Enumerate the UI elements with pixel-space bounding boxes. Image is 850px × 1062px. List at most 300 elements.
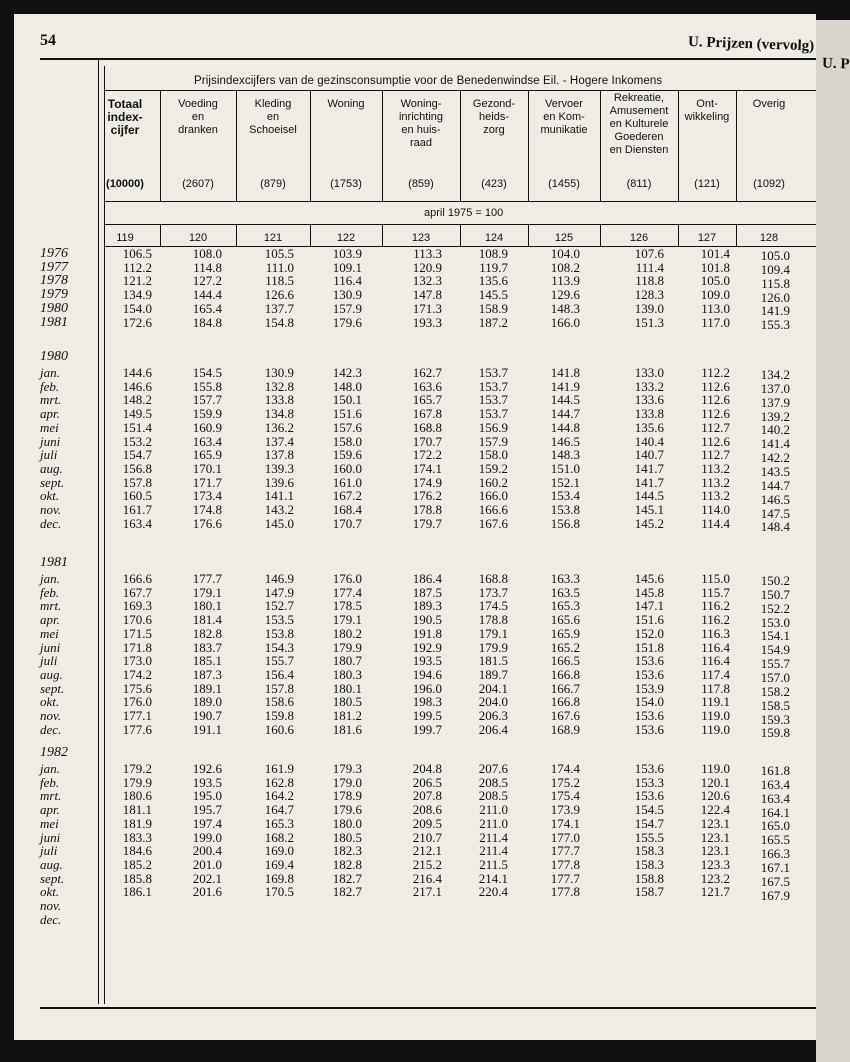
table-cell: 187.5: [412, 584, 442, 600]
table-cell: 130.9: [332, 287, 362, 303]
table-cell: 177.1: [122, 708, 152, 723]
table-cell: 165.3: [550, 598, 580, 614]
table-cell: 175.6: [122, 680, 152, 696]
row-label: dec.: [40, 911, 62, 927]
document-page: [14, 14, 816, 1040]
table-cell: 159.8: [264, 708, 294, 723]
table-cell: 180.1: [192, 598, 222, 614]
table-cell: 144.7: [550, 406, 580, 422]
table-cell: 152.7: [264, 598, 294, 614]
table-cell: 108.0: [192, 246, 222, 261]
table-cell: 199.0: [192, 829, 222, 845]
table-cell: 211.0: [479, 802, 508, 818]
base-period: april 1975 = 100: [424, 207, 504, 219]
table-cell: 160.5: [122, 488, 152, 504]
table-cell: 186.4: [412, 571, 442, 586]
table-cell: 116.4: [701, 653, 730, 669]
table-cell: 178.8: [478, 612, 508, 628]
row-label: mei: [40, 625, 59, 641]
table-cell: 103.9: [332, 246, 362, 261]
table-cell: 168.4: [332, 502, 362, 517]
row-label: 1980: [40, 300, 68, 316]
table-cell: 189.7: [478, 666, 508, 682]
table-cell: 120.1: [700, 774, 730, 790]
table-cell: 130.9: [264, 365, 294, 380]
column-weight: (2607): [182, 178, 214, 190]
table-cell: 153.9: [634, 680, 664, 696]
row-label: jan.: [40, 365, 60, 380]
table-cell: 144.6: [122, 365, 152, 380]
table-cell: 142.2: [760, 450, 790, 466]
table-cell: 167.1: [760, 859, 790, 875]
table-cell: 158.7: [634, 884, 664, 900]
table-cell: 169.0: [264, 843, 294, 859]
row-label: nov.: [40, 708, 62, 723]
table-cell: 172.2: [412, 447, 442, 463]
table-cell: 128.3: [634, 287, 664, 303]
table-cell: 177.4: [332, 584, 362, 600]
table-cell: 154.0: [122, 300, 152, 316]
table-cell: 141.1: [264, 488, 294, 504]
table-cell: 182.7: [332, 884, 362, 900]
table-cell: 165.6: [550, 612, 580, 628]
table-cell: 194.6: [412, 666, 442, 682]
table-cell: 171.5: [122, 625, 152, 641]
table-cell: 177.7: [550, 870, 580, 886]
column-header: Totaal index- cijfer: [107, 97, 143, 137]
table-cell: 161.0: [332, 474, 362, 490]
table-cell: 160.9: [192, 419, 222, 435]
table-cell: 207.6: [478, 761, 508, 776]
table-cell: 167.6: [478, 515, 508, 531]
table-cell: 112.2: [701, 365, 730, 380]
table-cell: 167.9: [760, 887, 790, 903]
page-number: 54: [40, 32, 56, 49]
table-cell: 163.4: [122, 515, 152, 531]
row-label: 1977: [40, 259, 68, 275]
table-cell: 152.1: [550, 474, 580, 490]
table-cell: 153.6: [634, 708, 664, 723]
row-label: aug.: [40, 856, 63, 872]
table-cell: 139.0: [634, 300, 664, 316]
column-code: 122: [336, 232, 356, 244]
table-cell: 148.2: [122, 392, 152, 408]
table-cell: 113.2: [701, 488, 730, 504]
running-title: U. Prijzen (vervolg): [687, 34, 815, 55]
column-weight: (121): [694, 178, 720, 190]
table-cell: 154.5: [192, 365, 222, 380]
table-cell: 173.0: [122, 653, 152, 669]
table-cell: 112.7: [701, 419, 730, 435]
table-cell: 132.8: [264, 378, 294, 394]
table-cell: 112.2: [123, 259, 152, 275]
table-cell: 179.1: [332, 612, 362, 628]
table-cell: 147.8: [412, 287, 442, 303]
table-cell: 101.4: [700, 246, 730, 261]
table-cell: 179.2: [122, 761, 152, 776]
table-cell: 177.8: [550, 884, 580, 900]
table-cell: 158.3: [634, 843, 664, 859]
table-cell: 141.4: [760, 436, 790, 452]
column-header: Voeding en dranken: [178, 98, 218, 136]
table-cell: 181.1: [122, 802, 152, 818]
table-cell: 209.5: [412, 815, 442, 831]
table-cell: 190.7: [192, 708, 222, 723]
table-cell: 105.5: [264, 246, 294, 261]
table-cell: 185.2: [122, 856, 152, 872]
column-code: 125: [554, 232, 574, 244]
adjacent-page-title: U. P: [821, 55, 850, 73]
table-cell: 144.5: [550, 392, 580, 408]
table-cell: 153.6: [634, 666, 664, 682]
table-cell: 117.4: [701, 666, 730, 682]
table-cell: 181.4: [192, 612, 222, 628]
table-cell: 121.7: [700, 884, 730, 900]
table-cell: 123.1: [700, 843, 730, 859]
table-cell: 169.4: [264, 856, 294, 872]
table-cell: 177.7: [192, 571, 222, 586]
table-cell: 127.2: [192, 273, 222, 289]
table-cell: 180.6: [122, 788, 152, 804]
table-cell: 161.8: [760, 763, 790, 778]
table-cell: 216.4: [412, 870, 442, 886]
table-cell: 154.1: [760, 628, 790, 644]
table-cell: 215.2: [412, 856, 442, 872]
column-weight: (1753): [330, 178, 362, 190]
table-cell: 144.8: [550, 419, 580, 435]
column-code: 124: [484, 232, 504, 244]
table-cell: 179.7: [412, 515, 442, 531]
table-cell: 176.0: [122, 694, 152, 710]
table-cell: 180.3: [332, 666, 362, 682]
table-cell: 173.9: [550, 802, 580, 818]
table-cell: 137.4: [264, 433, 294, 449]
table-cell: 153.6: [634, 653, 664, 669]
column-weight: (10000): [106, 178, 144, 190]
table-cell: 158.2: [760, 683, 790, 699]
table-cell: 158.6: [264, 694, 294, 710]
row-label: sept.: [40, 870, 65, 886]
table-cell: 185.1: [192, 653, 222, 669]
row-label: mrt.: [40, 598, 62, 614]
row-label: okt.: [40, 694, 60, 710]
column-weight: (1455): [548, 178, 580, 190]
column-header: Rekreatie, Amusement en Kulturele Goederen en Diensten: [609, 92, 669, 156]
table-cell: 147.5: [760, 505, 790, 521]
table-cell: 139.3: [264, 460, 294, 476]
table-cell: 166.0: [550, 314, 580, 330]
bottom-rule: [40, 1007, 816, 1009]
table-cell: 165.9: [550, 625, 580, 641]
table-cell: 162.7: [412, 365, 442, 380]
table-cell: 179.1: [478, 625, 508, 641]
table-cell: 145.1: [634, 502, 664, 517]
table-cell: 153.0: [760, 614, 790, 630]
table-cell: 114.8: [193, 259, 222, 275]
table-cell: 133.2: [634, 378, 664, 394]
table-cell: 210.7: [412, 829, 442, 845]
table-cell: 174.4: [550, 761, 580, 776]
table-cell: 179.9: [478, 639, 508, 655]
table-cell: 183.3: [122, 829, 152, 845]
row-label: aug.: [40, 460, 63, 476]
table-cell: 146.9: [264, 571, 294, 586]
table-cell: 147.1: [634, 598, 664, 614]
table-cell: 151.0: [550, 460, 580, 476]
row-label: dec.: [40, 515, 62, 531]
table-cell: 182.3: [332, 843, 362, 859]
column-header: Gezond- heids- zorg: [472, 98, 516, 136]
table-cell: 135.6: [634, 419, 664, 435]
table-cell: 153.7: [478, 365, 508, 380]
table-cell: 159.3: [760, 711, 790, 727]
table-cell: 150.2: [760, 573, 790, 588]
table-cell: 120.9: [412, 259, 442, 275]
table-cell: 176.0: [332, 571, 362, 586]
table-cell: 137.7: [264, 300, 294, 316]
table-cell: 139.2: [760, 408, 790, 424]
table-cell: 146.5: [550, 433, 580, 449]
row-label: nov.: [40, 898, 62, 913]
row-label: juli: [40, 653, 58, 669]
table-cell: 175.2: [550, 774, 580, 790]
table-cell: 153.7: [478, 392, 508, 408]
table-cell: 123.1: [700, 829, 730, 845]
table-cell: 153.7: [478, 378, 508, 394]
table-cell: 141.7: [634, 474, 664, 490]
table-cell: 170.5: [264, 884, 294, 900]
table-cell: 168.8: [478, 571, 508, 586]
table-cell: 104.0: [550, 246, 580, 261]
table-cell: 150.7: [760, 586, 790, 602]
table-cell: 174.1: [550, 815, 580, 831]
table-cell: 164.7: [264, 802, 294, 818]
table-cell: 170.7: [332, 515, 362, 531]
table-cell: 154.9: [760, 642, 790, 658]
table-cell: 161.9: [264, 761, 294, 776]
table-cell: 166.8: [550, 694, 580, 710]
table-cell: 140.2: [760, 422, 790, 438]
table-cell: 165.9: [192, 447, 222, 463]
table-cell: 167.8: [412, 406, 442, 422]
table-cell: 116.2: [701, 598, 730, 614]
table-cell: 191.8: [412, 625, 442, 641]
table-cell: 136.2: [264, 419, 294, 435]
row-label: juli: [40, 447, 58, 463]
column-weight: (423): [481, 178, 507, 190]
table-cell: 151.4: [122, 419, 152, 435]
table-cell: 148.4: [760, 519, 790, 535]
table-cell: 182.8: [332, 856, 362, 872]
table-cell: 154.5: [634, 802, 664, 818]
table-cell: 113.9: [551, 273, 580, 289]
table-cell: 159.6: [332, 447, 362, 463]
column-header: Woning: [327, 98, 365, 110]
top-rule: [40, 58, 816, 60]
row-label: jan.: [40, 571, 60, 586]
table-cell: 105.0: [760, 248, 790, 263]
table-cell: 176.6: [192, 515, 222, 531]
table-cell: 191.1: [192, 721, 222, 737]
table-cell: 156.9: [478, 419, 508, 435]
row-label: mrt.: [40, 392, 62, 408]
table-cell: 162.8: [264, 774, 294, 790]
table-cell: 134.8: [264, 406, 294, 422]
table-cell: 198.3: [412, 694, 442, 710]
table-cell: 163.4: [760, 790, 790, 806]
table-cell: 187.2: [478, 314, 508, 330]
column-weight: (859): [408, 178, 434, 190]
table-cell: 206.5: [412, 774, 442, 790]
row-label: feb.: [40, 378, 60, 394]
table-cell: 121.2: [122, 273, 152, 289]
table-cell: 113.3: [413, 246, 442, 261]
column-header: Woning- inrichting en huis- raad: [398, 98, 444, 149]
table-cell: 168.8: [412, 419, 442, 435]
table-cell: 117.8: [701, 680, 730, 696]
table-cell: 115.8: [761, 275, 790, 291]
table-cell: 133.6: [634, 392, 664, 408]
table-cell: 137.9: [760, 394, 790, 410]
row-label: okt.: [40, 488, 60, 504]
table-cell: 159.8: [760, 725, 790, 741]
row-label: nov.: [40, 502, 62, 517]
row-label: juni: [40, 433, 61, 449]
column-header: Kleding en Schoeisel: [249, 98, 297, 136]
table-cell: 193.5: [192, 774, 222, 790]
table-cell: 158.0: [332, 433, 362, 449]
table-cell: 146.6: [122, 378, 152, 394]
table-cell: 177.6: [122, 721, 152, 737]
table-cell: 119.1: [701, 694, 730, 710]
table-cell: 157.0: [760, 669, 790, 685]
table-cell: 155.3: [760, 317, 790, 333]
table-cell: 206.3: [478, 708, 508, 723]
table-cell: 200.4: [192, 843, 222, 859]
table-cell: 160.6: [264, 721, 294, 737]
table-cell: 144.5: [634, 488, 664, 504]
table-cell: 167.6: [550, 708, 580, 723]
row-label: mei: [40, 419, 59, 435]
row-label: jan.: [40, 761, 60, 776]
row-label: 1981: [40, 314, 68, 330]
column-weight: (811): [626, 178, 652, 190]
row-label: feb.: [40, 774, 60, 790]
table-cell: 159.9: [192, 406, 222, 422]
table-cell: 109.1: [332, 259, 362, 275]
table-cell: 179.3: [332, 761, 362, 776]
table-cell: 170.1: [192, 460, 222, 476]
table-cell: 166.0: [478, 488, 508, 504]
table-cell: 152.2: [760, 600, 790, 616]
table-cell: 119.7: [479, 259, 508, 275]
table-cell: 153.6: [634, 761, 664, 776]
table-cell: 159.2: [478, 460, 508, 476]
table-cell: 180.5: [332, 694, 362, 710]
table-cell: 211.0: [479, 815, 508, 831]
table-cell: 157.7: [192, 392, 222, 408]
table-cell: 108.9: [478, 246, 508, 261]
column-weight: (1092): [753, 178, 785, 190]
block-year-header: 1980: [40, 349, 68, 364]
table-cell: 169.3: [122, 598, 152, 614]
table-cell: 109.4: [760, 261, 790, 277]
table-cell: 192.6: [192, 761, 222, 776]
column-code: 120: [188, 232, 208, 244]
table-cell: 134.2: [760, 367, 790, 382]
table-cell: 165.2: [550, 639, 580, 655]
table-cell: 155.7: [760, 656, 790, 672]
table-cell: 184.8: [192, 314, 222, 330]
table-cell: 176.2: [412, 488, 442, 504]
table-cell: 112.7: [701, 447, 730, 463]
table-cell: 156.8: [122, 460, 152, 476]
table-cell: 163.4: [192, 433, 222, 449]
table-cell: 151.8: [634, 639, 664, 655]
table-cell: 113.2: [701, 460, 730, 476]
table-cell: 154.3: [264, 639, 294, 655]
table-cell: 123.3: [700, 856, 730, 872]
table-cell: 111.0: [265, 259, 294, 275]
table-cell: 204.8: [412, 761, 442, 776]
table-cell: 123.1: [700, 815, 730, 831]
table-cell: 204.1: [478, 680, 508, 696]
table-cell: 153.8: [264, 625, 294, 641]
row-label: 1978: [40, 273, 68, 289]
table-cell: 143.5: [760, 463, 790, 479]
row-label: 1976: [40, 246, 68, 261]
table-cell: 172.6: [122, 314, 152, 330]
table-cell: 165.7: [412, 392, 442, 408]
table-cell: 144.7: [760, 477, 790, 493]
table-cell: 105.0: [700, 273, 730, 289]
table-cell: 178.8: [412, 502, 442, 517]
block-year-header: 1981: [40, 555, 68, 570]
table-cell: 155.5: [634, 829, 664, 845]
table-cell: 154.7: [634, 815, 664, 831]
row-label: aug.: [40, 666, 63, 682]
row-label: mei: [40, 815, 59, 831]
table-cell: 195.7: [192, 802, 222, 818]
table-cell: 107.6: [634, 246, 664, 261]
table-cell: 155.8: [192, 378, 222, 394]
table-cell: 116.4: [333, 273, 362, 289]
table-cell: 126.6: [264, 287, 294, 303]
table-cell: 211.5: [479, 856, 508, 872]
table-cell: 148.3: [550, 447, 580, 463]
table-cell: 212.1: [412, 843, 442, 859]
table-cell: 111.4: [635, 259, 664, 275]
table-cell: 134.9: [122, 287, 152, 303]
table-cell: 154.7: [122, 447, 152, 463]
table-cell: 150.1: [332, 392, 362, 408]
table-cell: 170.6: [122, 612, 152, 628]
row-label: juli: [40, 843, 58, 859]
table-cell: 174.8: [192, 502, 222, 517]
table-cell: 108.2: [550, 259, 580, 275]
table-cell: 101.8: [700, 259, 730, 275]
table-cell: 166.6: [478, 502, 508, 517]
table-cell: 112.6: [701, 406, 730, 422]
table-cell: 155.7: [264, 653, 294, 669]
table-cell: 157.8: [122, 474, 152, 490]
table-cell: 183.7: [192, 639, 222, 655]
column-code: 123: [411, 232, 431, 244]
table-cell: 113.2: [701, 474, 730, 490]
table-cell: 214.1: [478, 870, 508, 886]
table-cell: 112.6: [701, 378, 730, 394]
table-cell: 151.6: [634, 612, 664, 628]
